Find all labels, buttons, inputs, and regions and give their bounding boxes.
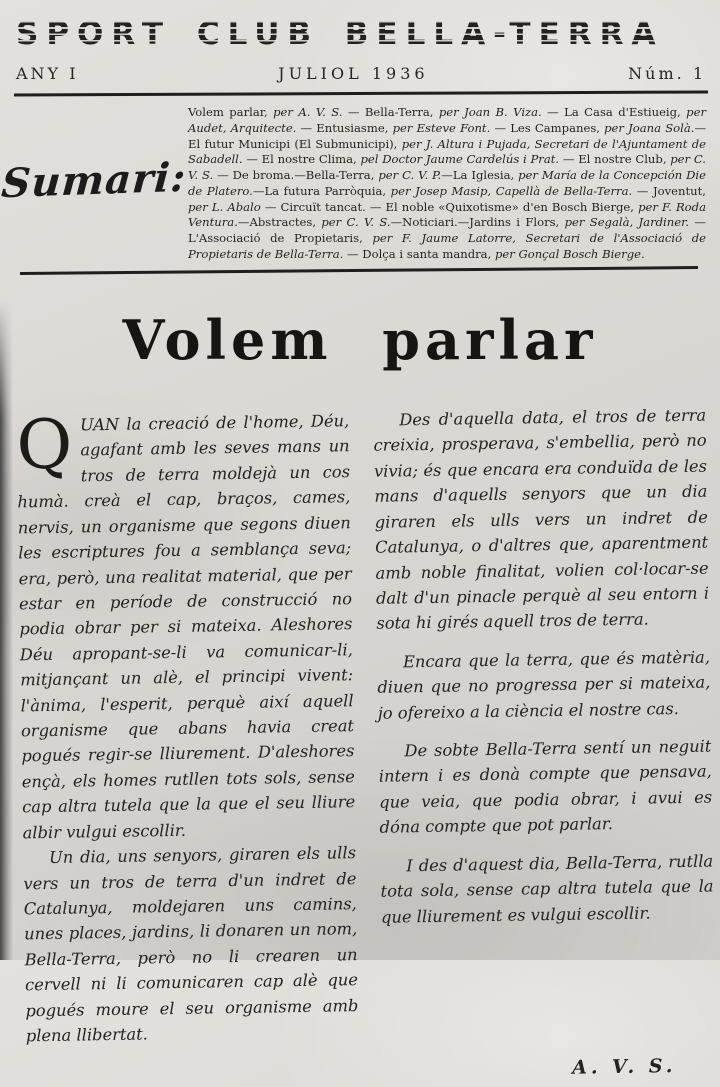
summary-author-segment: per Josep Masip, Capellà de Bella-Terra.	[390, 183, 633, 198]
summary-title-segment: —La Iglesia,	[441, 168, 519, 183]
summary-title-segment: — Circuït tancat. — El noble «Quixotisme» d'en Bosch Bierge,	[260, 199, 639, 214]
drop-cap: Q	[15, 405, 73, 486]
issue-row	[16, 64, 706, 83]
summary-section	[0, 95, 720, 263]
summary-title-segment: —Abstractes,	[237, 215, 322, 230]
article-columns	[16, 402, 716, 1048]
article-paragraph: De sobte Bella-Terra sentí un neguit intern i es donà compte que pensava, que veia, que podia obrar, i avui es dóna compte que pot parlar.	[378, 736, 713, 837]
article-paragraph: Des d'aquella data, el tros de terra creixia, prosperava, s'embellia, però no vivia; és que encara era conduïda de les mans d'aquells senyors que un dia giraren els ulls vers un indret de Catalunya, o d'altres que, aparentment amb noble finalitat, volien col·locar-se dalt d'un pinacle perquè al seu entorn i sota hi girés aquell tros de terra.	[373, 405, 710, 633]
issue-number: Núm. 1	[628, 64, 706, 83]
summary-author-segment: per L. Abalo	[188, 199, 261, 214]
summary-author-segment: per F. Roda Ventura.	[188, 199, 706, 230]
summary-title-segment: — Bella-Terra,	[342, 105, 439, 119]
summary-author-segment: per María de la Concepción Die de Platero.	[188, 168, 706, 198]
scan-edge-shadow	[0, 300, 13, 960]
signature: A. V. S.	[571, 1054, 677, 1079]
article-title: Volem parlar	[122, 307, 598, 372]
article-paragraph: Un dia, uns senyors, giraren els ulls vers un tros de terra d'un indret de Catalunya, moldejaren uns camins, unes places, jardins, li donaren un nom, Bella-Terra, però no li crearen un cervell ni li comunicaren cap alè que pogués moure el seu organisme amb plena llibertat.	[23, 843, 359, 1046]
masthead	[0, 0, 720, 83]
summary-title-segment: — El nostre Club,	[559, 152, 671, 167]
article-paragraph: Encara que la terra, que és matèria, diuen que no progressa per si mateixa, jo ofereixo a la ciència el nostre cas.	[377, 647, 711, 723]
summary-title-segment: — Les Campanes,	[490, 120, 605, 135]
summary-author-segment: per J. Altura i Pujada, Secretari de l'Ajuntament de Sabadell.	[188, 136, 706, 167]
masthead-title: SPORT CLUB BELLA-TERRA	[16, 16, 706, 52]
summary-author-segment: per Gonçal Bosch Bierge.	[494, 246, 645, 261]
article-paragraph: I des d'aquest dia, Bella-Terra, rutlla tota sola, sense cap altra tutela que la que lliurement es vulgui escollir.	[380, 851, 714, 927]
summary-label: Sumari:	[0, 153, 189, 208]
summary-author-segment: per Joana Solà.	[604, 120, 695, 135]
year-label: ANY I	[16, 64, 79, 83]
summary-rule	[20, 266, 698, 275]
summary-title-segment: — De broma.—Bella-Terra,	[213, 168, 379, 183]
summary-title-segment: —Noticiari.—Jardins i Flors,	[390, 215, 565, 230]
summary-text	[188, 105, 706, 263]
summary-author-segment: per A. V. S.	[273, 105, 343, 119]
summary-author-segment: per Audet, Arquitecte.	[188, 105, 706, 135]
summary-title-segment: Volem parlar,	[188, 105, 274, 119]
summary-title-segment: —La futura Parròquia,	[252, 183, 391, 198]
summary-author-segment: per F. Jaume Latorre, Secretari de l'Associació de Propietaris de Bella-Terra.	[188, 231, 706, 261]
summary-title-segment: — Joventut,	[632, 183, 706, 198]
right-paragraphs	[373, 402, 714, 929]
summary-author-segment: per Segalà, Jardiner.	[564, 215, 690, 230]
summary-title-segment: — El nostre Clima,	[242, 152, 361, 167]
article-paragraph: UAN la creació de l'home, Déu, agafant amb les seves mans un tros de terra moldejà un cos humà. creà el cap, braços, cames, nervis, un organisme que segons diuen les escriptures fou a semblança seva; era, però, una realitat material, que per estar en període de construcció no podia obrar per si mateixa. Aleshores Déu apropant-se-li va comunicar-li, mitjançant un alè, el principi vivent: l'ànima, l'esperit, perquè així aquell organisme que abans havia creat pogués regir-se lliurement. D'aleshores ençà, els homes rutllen tots sols, sense cap altra tutela que la que el seu lliure albir vulgui escollir.	[17, 411, 356, 842]
summary-title-segment: — Dolça i santa mandra,	[343, 246, 495, 261]
article-body	[16, 402, 716, 1086]
summary-title-segment: — El futur Municipi (El Submunicipi),	[188, 120, 707, 151]
issue-date: JULIOL 1936	[278, 64, 429, 83]
summary-title-segment: — La Casa d'Estiueig,	[541, 105, 687, 119]
summary-author-segment: per C. V. S.	[188, 152, 706, 183]
left-paragraphs	[15, 405, 359, 1049]
summary-title-segment: — L'Associació de Propietaris,	[188, 215, 706, 246]
summary-author-segment: per Esteve Font.	[392, 120, 491, 135]
summary-author-segment: pel Doctor Jaume Cardelús i Prat.	[360, 152, 560, 167]
summary-author-segment: per C. V. P.	[378, 168, 442, 183]
summary-author-segment: per C. V. S.	[321, 215, 391, 230]
summary-title-segment: — Entusiasme,	[296, 120, 393, 135]
article-left-column	[15, 405, 359, 1049]
summary-author-segment: per Joan B. Viza.	[438, 105, 542, 119]
article-right-column	[373, 402, 716, 1043]
